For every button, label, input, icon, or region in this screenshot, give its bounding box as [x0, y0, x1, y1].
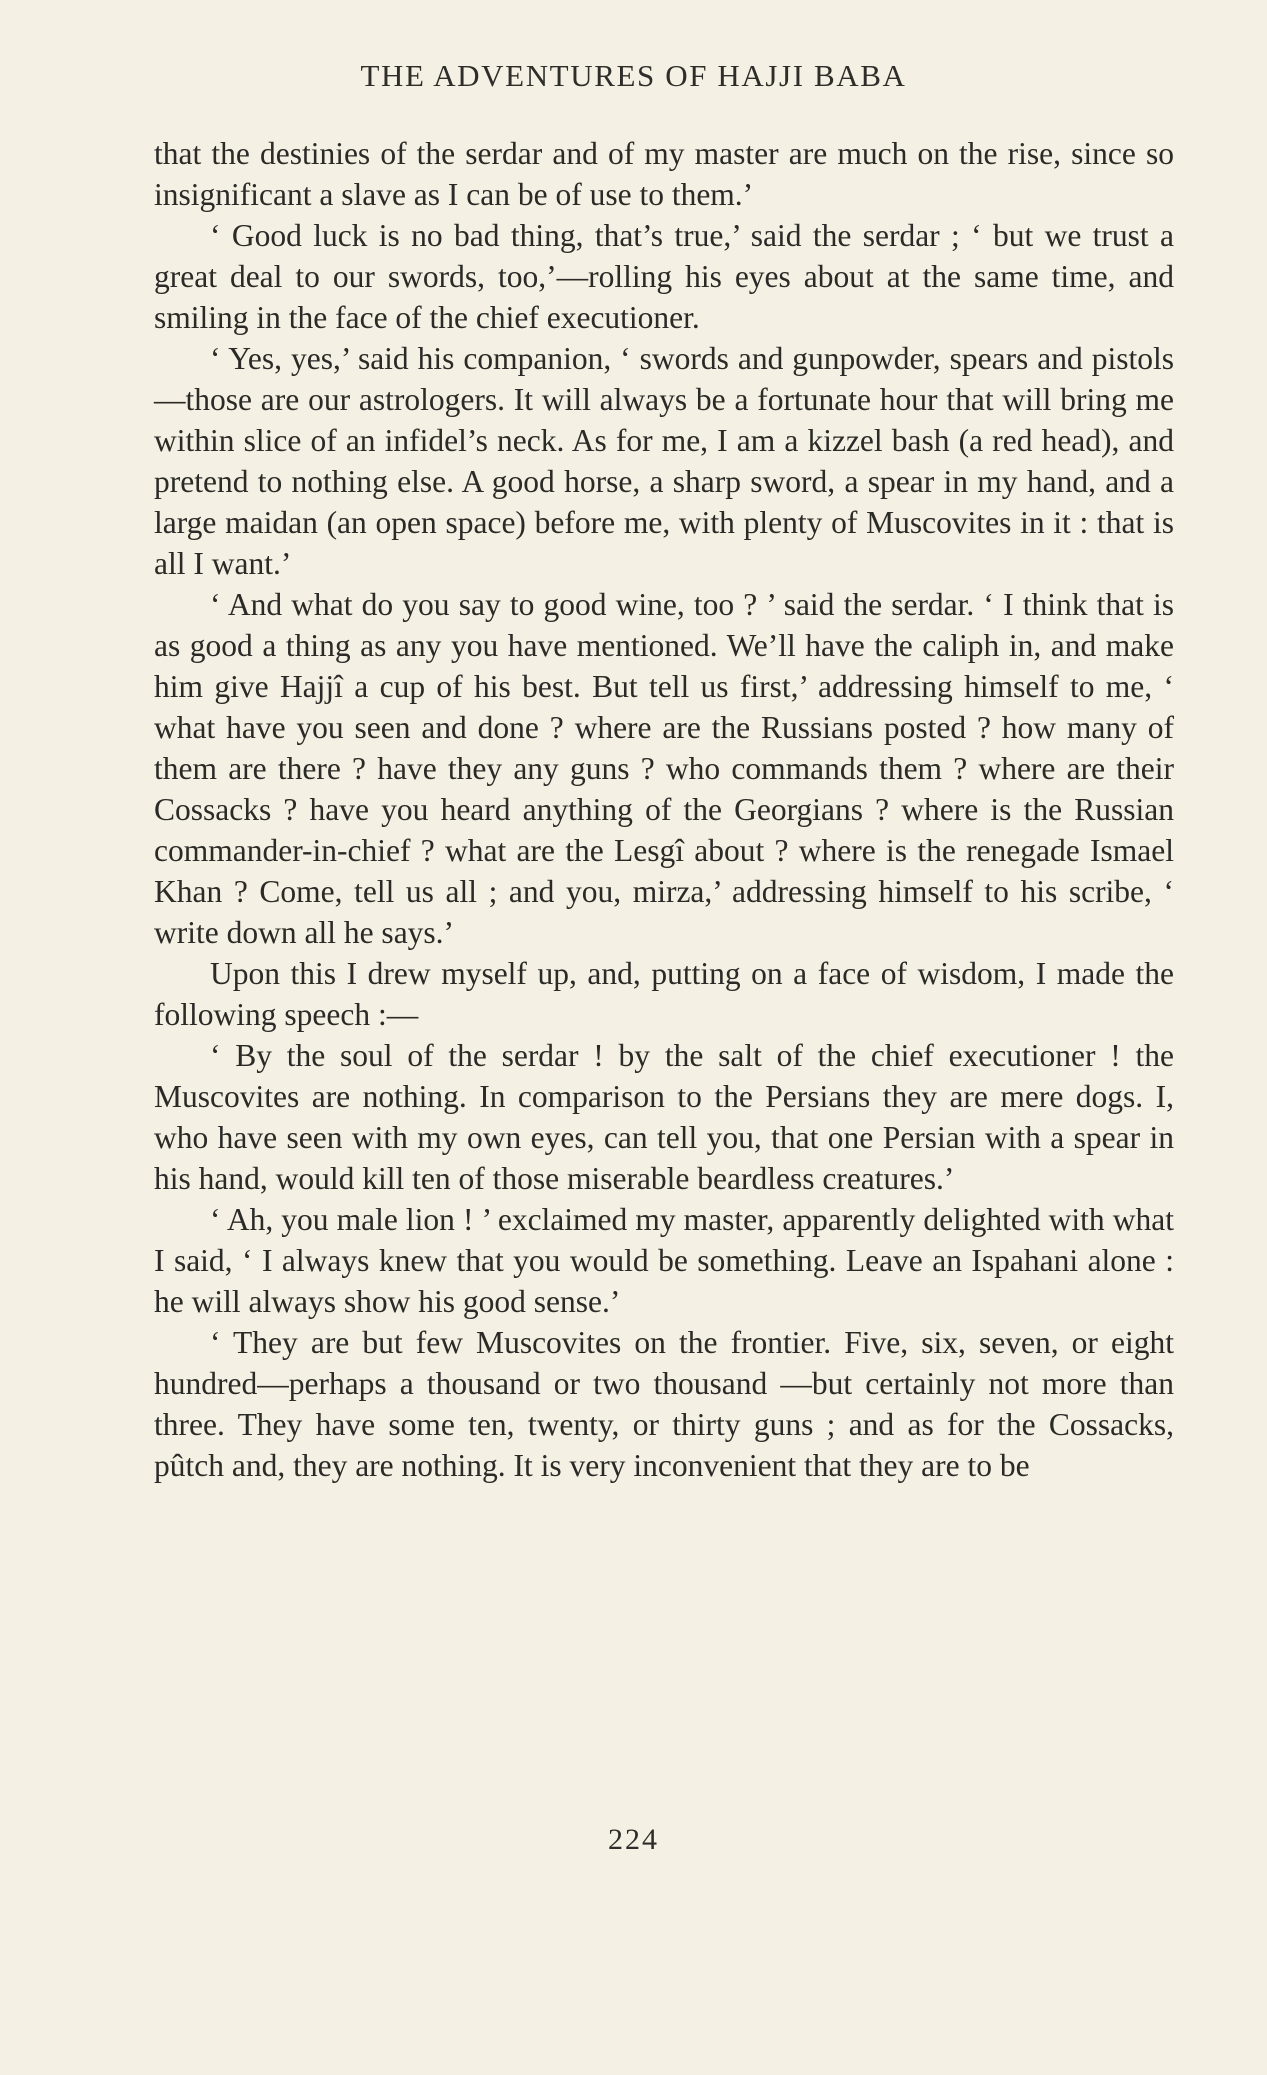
paragraph: ‘ Yes, yes,’ said his companion, ‘ swords and gunpowder, spears and pistols—those are our astrologers. It will always be a fortunate hour that will bring me within slice of an infidel’s neck. As for me, I am a kizzel bash (a red head), and pretend to nothing else. A good horse, a sharp sword, a spear in my hand, and a large maidan (an open space) before me, with plenty of Muscovites in it : that is all I want.’ — [154, 341, 1174, 581]
paragraph: ‘ Ah, you male lion ! ’ exclaimed my master, apparently delighted with what I said, ‘ I always knew that you would be something. Leave an Ispahani alone : he will always show his good sense.’ — [154, 1202, 1174, 1319]
page-number: 224 — [608, 1823, 659, 1856]
body-text — [154, 133, 1174, 1486]
paragraph: that the destinies of the serdar and of my master are much on the rise, since so insignificant a slave as I can be of use to them.’ — [154, 136, 1174, 212]
paragraph: Upon this I drew myself up, and, putting on a face of wisdom, I made the following speech :— — [154, 956, 1174, 1032]
paragraph: ‘ And what do you say to good wine, too ? ’ said the serdar. ‘ I think that is as good a thing as any you have mentioned. We’ll have the caliph in, and make him give Hajjî a cup of his best. But tell us first,’ addressing himself to me, ‘ what have you seen and done ? where are the Russians posted ? how many of them are there ? have they any guns ? who commands them ? where are their Cossacks ? have you heard anything of the Georgians ? where is the Russian commander-in-chief ? what are the Lesgî about ? where is the renegade Ismael Khan ? Come, tell us all ; and you, mirza,’ addressing himself to his scribe, ‘ write down all he says.’ — [154, 587, 1174, 950]
running-head: THE ADVENTURES OF HAJJI BABA — [360, 58, 907, 93]
paragraph: ‘ By the soul of the serdar ! by the salt of the chief executioner ! the Muscovites are nothing. In comparison to the Persians they are mere dogs. I, who have seen with my own eyes, can tell you, that one Persian with a spear in his hand, would kill ten of those miserable beardless creatures.’ — [154, 1038, 1174, 1196]
paragraph: ‘ Good luck is no bad thing, that’s true,’ said the serdar ; ‘ but we trust a great deal to our swords, too,’—rolling his eyes about at the same time, and smiling in the face of the chief executioner. — [154, 218, 1174, 335]
paragraph: ‘ They are but few Muscovites on the frontier. Five, six, seven, or eight hundred—perhaps a thousand or two thousand —but certainly not more than three. They have some ten, twenty, or thirty guns ; and as for the Cossacks, pûtch and, they are nothing. It is very inconvenient that they are to be — [154, 1325, 1174, 1483]
